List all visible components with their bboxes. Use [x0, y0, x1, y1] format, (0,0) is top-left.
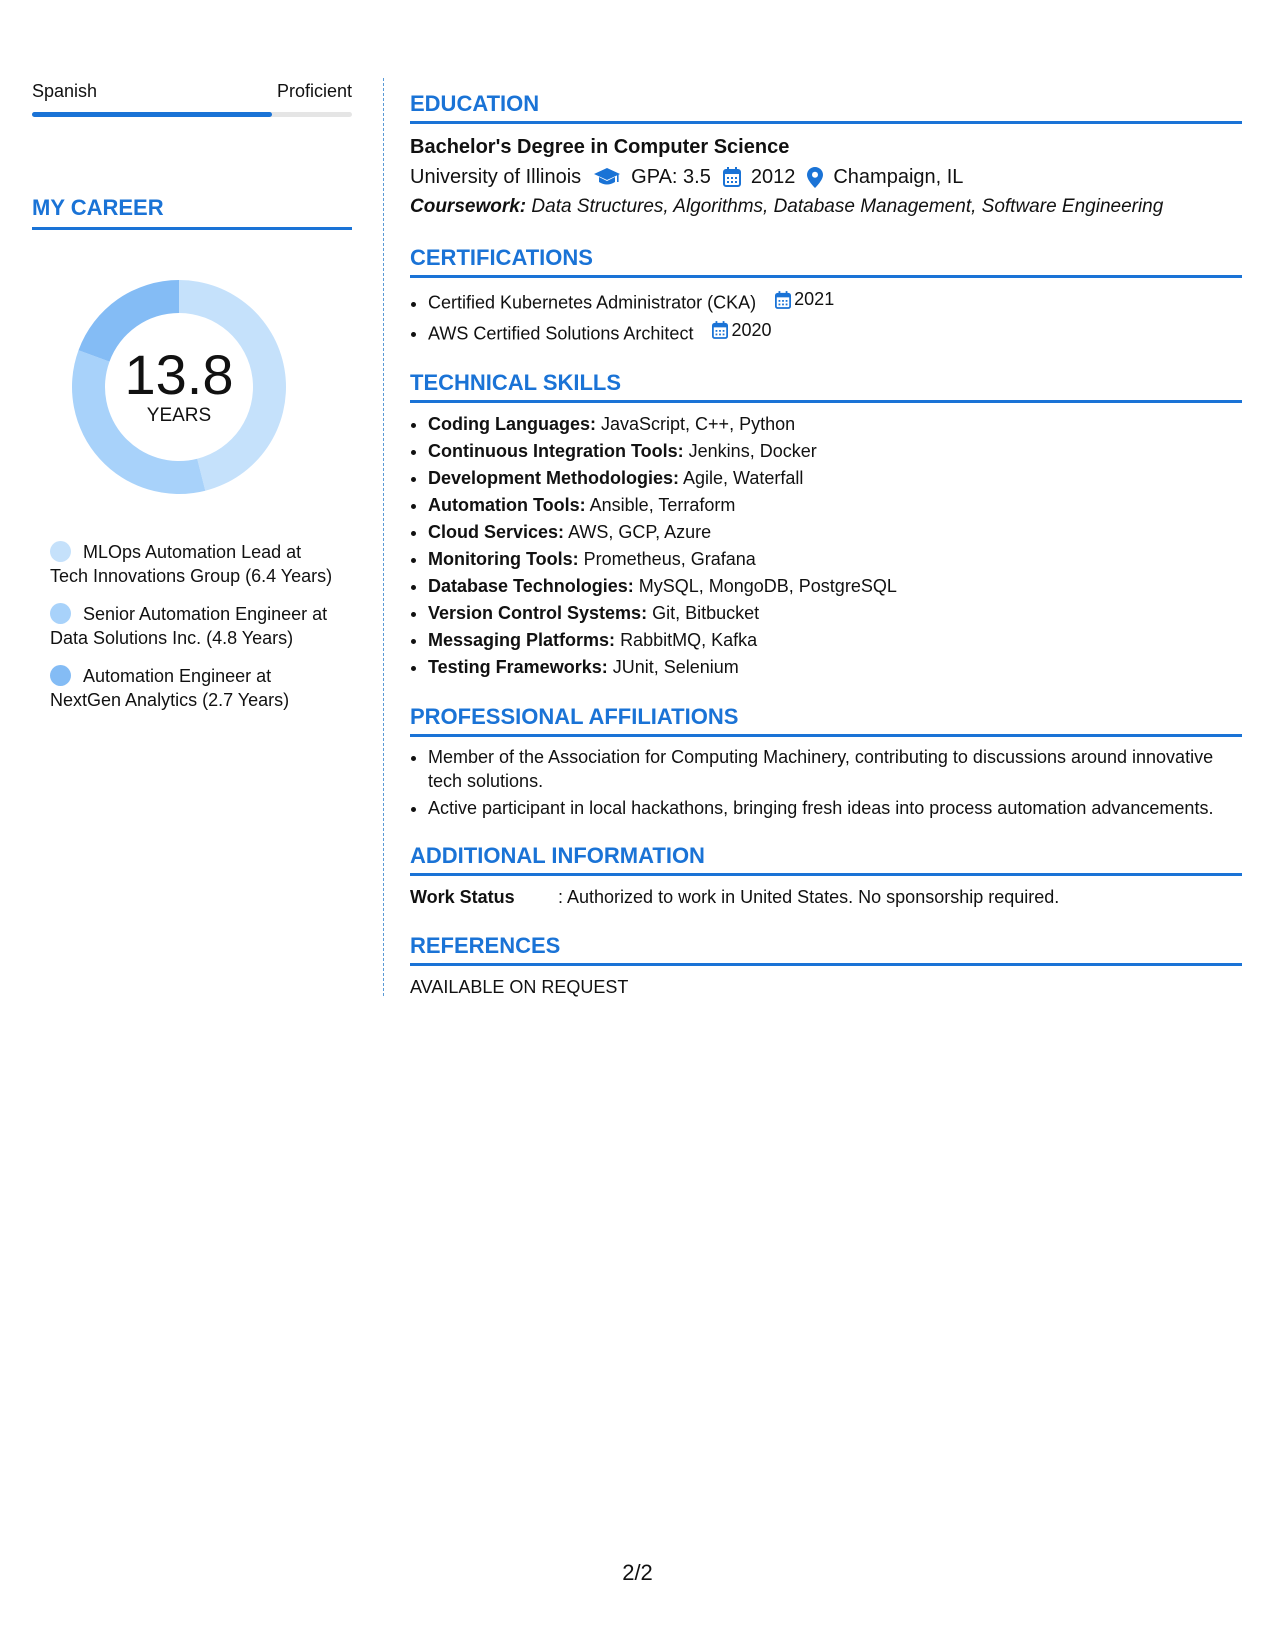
- certifications-list: [410, 286, 1242, 347]
- skill-item: [428, 465, 1242, 492]
- skill-label: Continuous Integration Tools:: [428, 441, 684, 461]
- skill-item: [428, 573, 1242, 600]
- certifications-section: [410, 244, 1242, 347]
- work-status-label: Work Status: [410, 887, 515, 907]
- language-row: [32, 80, 352, 102]
- graduation-cap-icon: [593, 167, 621, 187]
- references-heading: REFERENCES: [410, 932, 1242, 966]
- skill-item: [428, 627, 1242, 654]
- skill-item: [428, 411, 1242, 438]
- education-section: [410, 90, 1242, 222]
- career-total-unit: YEARS: [146, 405, 212, 426]
- legend-label: Senior Automation Engineer at Data Solutions Inc. (4.8 Years): [50, 604, 328, 648]
- school-name: University of Illinois: [410, 166, 582, 188]
- career-donut-chart: [66, 274, 292, 500]
- additional-info-heading: ADDITIONAL INFORMATION: [410, 842, 1242, 876]
- legend-dot-2: [50, 603, 71, 624]
- page-number: 2/2: [622, 1560, 653, 1585]
- career-total-value: 13.8: [124, 343, 234, 406]
- degree-title: Bachelor's Degree in Computer Science: [410, 136, 790, 158]
- calendar-icon: [712, 321, 728, 339]
- coursework-list: Data Structures, Algorithms, Database Management, Software Engineering: [531, 196, 1164, 217]
- skill-item: [428, 600, 1242, 627]
- skill-item: [428, 438, 1242, 465]
- legend-dot-3: [50, 665, 71, 686]
- skills-heading: TECHNICAL SKILLS: [410, 369, 1242, 403]
- skill-label: Messaging Platforms:: [428, 630, 616, 650]
- career-heading: MY CAREER: [32, 195, 352, 230]
- skill-label: Cloud Services:: [428, 522, 565, 542]
- work-status-row: [410, 884, 1242, 910]
- skill-item: [428, 519, 1242, 546]
- skill-label: Automation Tools:: [428, 495, 586, 515]
- gpa: GPA: 3.5: [631, 166, 711, 188]
- column-divider: [383, 78, 384, 996]
- skill-label: Coding Languages:: [428, 414, 596, 434]
- education-details: [410, 162, 1242, 192]
- skill-item: [428, 546, 1242, 573]
- skills-list: [410, 411, 1242, 681]
- work-status-value: : Authorized to work in United States. No sponsorship required.: [558, 887, 1060, 907]
- certification-name: AWS Certified Solutions Architect: [428, 323, 694, 343]
- language-level: Proficient: [276, 81, 352, 101]
- certifications-heading: CERTIFICATIONS: [410, 244, 1242, 278]
- certification-date: [775, 286, 834, 313]
- skill-label: Monitoring Tools:: [428, 549, 579, 569]
- coursework-label: Coursework:: [410, 196, 527, 217]
- certification-year: 2021: [794, 289, 835, 309]
- skill-value: Prometheus, Grafana: [583, 549, 756, 569]
- skill-value: AWS, GCP, Azure: [568, 522, 712, 542]
- sidebar: [32, 80, 352, 726]
- legend-item: [50, 664, 340, 712]
- skill-label: Version Control Systems:: [428, 603, 648, 623]
- certification-year: 2020: [731, 319, 772, 340]
- coursework: [410, 192, 1242, 222]
- career-legend: [50, 540, 340, 712]
- certification-name: Certified Kubernetes Administrator (CKA): [428, 292, 757, 313]
- legend-dot-1: [50, 541, 71, 562]
- skill-label: Testing Frameworks:: [428, 657, 608, 677]
- affiliations-section: [410, 703, 1242, 820]
- skill-label: Development Methodologies:: [428, 468, 680, 488]
- legend-label: Automation Engineer at NextGen Analytics (2.7 Years): [50, 666, 290, 710]
- language-proficiency-bar: [32, 112, 352, 117]
- skill-label: Database Technologies:: [428, 576, 634, 596]
- school-location: Champaign, IL: [833, 166, 964, 188]
- skill-value: JavaScript, C++, Python: [601, 414, 796, 434]
- certification-item: [428, 317, 1242, 348]
- location-pin-icon: [807, 167, 823, 188]
- language-name: Spanish: [32, 81, 98, 101]
- skill-value: Jenkins, Docker: [688, 441, 817, 461]
- main-content: [410, 90, 1242, 1022]
- calendar-icon: [723, 167, 741, 187]
- skill-item: [428, 492, 1242, 519]
- references-section: [410, 932, 1242, 1000]
- skill-value: Git, Bitbucket: [652, 603, 760, 623]
- affiliation-item: • Active participant in local hackathons, bringing fresh ideas into process automation advancements.: [428, 796, 1242, 820]
- skill-value: JUnit, Selenium: [612, 657, 739, 677]
- skill-item: [428, 654, 1242, 681]
- skill-value: Agile, Waterfall: [683, 468, 804, 488]
- certification-date: [712, 317, 771, 344]
- affiliations-heading: PROFESSIONAL AFFILIATIONS: [410, 703, 1242, 737]
- legend-item: [50, 540, 340, 588]
- references-text: AVAILABLE ON REQUEST: [410, 977, 629, 997]
- affiliations-list: [410, 745, 1242, 820]
- skill-value: RabbitMQ, Kafka: [620, 630, 758, 650]
- skills-section: [410, 369, 1242, 681]
- graduation-year: 2012: [750, 166, 796, 188]
- calendar-icon: [775, 291, 791, 309]
- language-proficiency-fill: [32, 112, 272, 117]
- skill-value: MySQL, MongoDB, PostgreSQL: [638, 576, 897, 596]
- additional-info-section: [410, 842, 1242, 910]
- career-total: [66, 343, 292, 428]
- education-heading: EDUCATION: [410, 90, 1242, 124]
- legend-item: [50, 602, 340, 650]
- certification-item: [428, 286, 1242, 317]
- skill-value: Ansible, Terraform: [589, 495, 736, 515]
- affiliation-item: • Member of the Association for Computing Machinery, contributing to discussions around innovative tech solutions.: [428, 745, 1242, 793]
- legend-label: MLOps Automation Lead at Tech Innovations Group (6.4 Years): [50, 542, 333, 586]
